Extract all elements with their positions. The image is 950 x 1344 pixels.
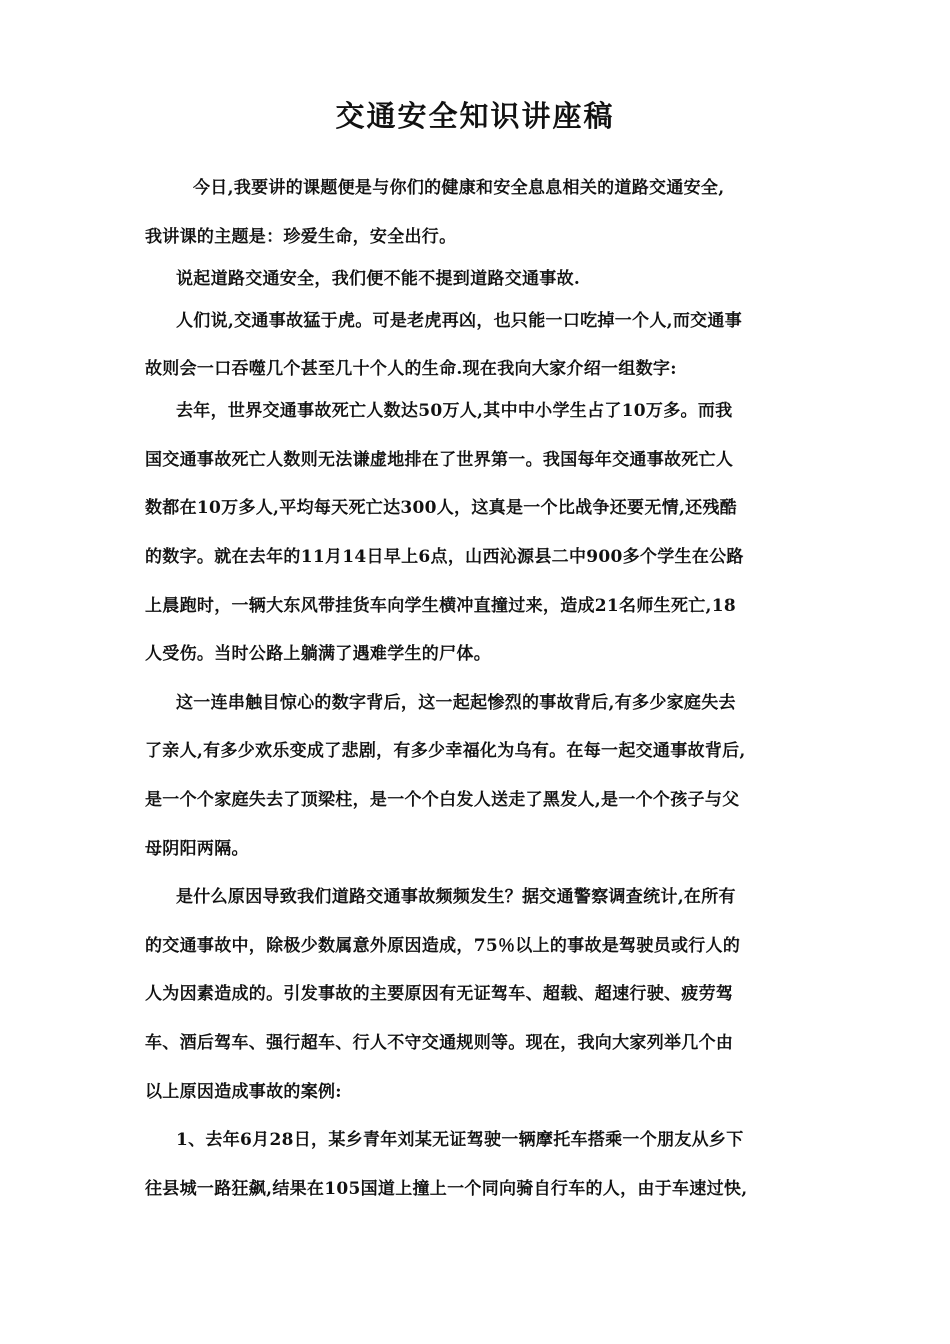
paragraph-line: 故则会一口吞噬几个甚至几十个人的生命.现在我向大家介绍一组数字: (145, 359, 677, 380)
paragraph-line: 的交通事故中，除极少数属意外原因造成，75％以上的事故是驾驶员或行人的 (145, 935, 741, 956)
paragraph-line: 我讲课的主题是：珍爱生命，安全出行。 (145, 226, 457, 247)
paragraph-line: 国交通事故死亡人数则无法谦虚地排在了世界第一。我国每年交通事故死亡人 (145, 449, 734, 470)
paragraph-line: 人们说,交通事故猛于虎。可是老虎再凶，也只能一口吃掉一个人,而交通事 (176, 310, 743, 331)
paragraph-line: 了亲人,有多少欢乐变成了悲剧，有多少幸福化为乌有。在每一起交通事故背后, (145, 741, 746, 762)
paragraph-line: 是一个个家庭失去了顶梁柱，是一个个白发人送走了黑发人,是一个个孩子与父 (145, 789, 740, 810)
paragraph-line: 的数字。就在去年的11月14日早上6点，山西沁源县二中900多个学生在公路 (145, 546, 744, 567)
paragraph-line: 数都在10万多人,平均每天死亡达300人，这真是一个比战争还要无情,还残酷 (145, 498, 738, 519)
paragraph-line: 人受伤。当时公路上躺满了遇难学生的尸体。 (145, 644, 491, 665)
paragraph-line: 车、酒后驾车、强行超车、行人不守交通规则等。现在，我向大家列举几个由 (145, 1032, 734, 1053)
paragraph-line: 1、去年6月28日，某乡青年刘某无证驾驶一辆摩托车搭乘一个朋友从乡下 (176, 1130, 744, 1151)
paragraph-line: 母阴阳两隔。 (145, 838, 249, 859)
paragraph-line: 以上原因造成事故的案例: (145, 1081, 342, 1102)
document-body (145, 172, 815, 1221)
document-title: 交通安全知识讲座稿 (335, 99, 615, 133)
paragraph-line: 这一连串触目惊心的数字背后，这一起起惨烈的事故背后,有多少家庭失去 (176, 692, 736, 713)
paragraph-line: 是什么原因导致我们道路交通事故频频发生？据交通警察调查统计,在所有 (176, 887, 736, 908)
paragraph-line: 往县城一路狂飙,结果在105国道上撞上一个同向骑自行车的人，由于车速过快, (145, 1178, 748, 1199)
paragraph-line: 说起道路交通安全，我们便不能不提到道路交通事故. (176, 268, 581, 289)
paragraph-line: 人为因素造成的。引发事故的主要原因有无证驾车、超载、超速行驶、疲劳驾 (145, 984, 734, 1005)
paragraph-line: 今日,我要讲的课题便是与你们的健康和安全息息相关的道路交通安全, (193, 178, 725, 198)
paragraph-line: 去年，世界交通事故死亡人数达50万人,其中中小学生占了10万多。而我 (176, 401, 733, 422)
paragraph-line: 上晨跑时，一辆大东风带挂货车向学生横冲直撞过来，造成21名师生死亡,18 (145, 595, 737, 616)
